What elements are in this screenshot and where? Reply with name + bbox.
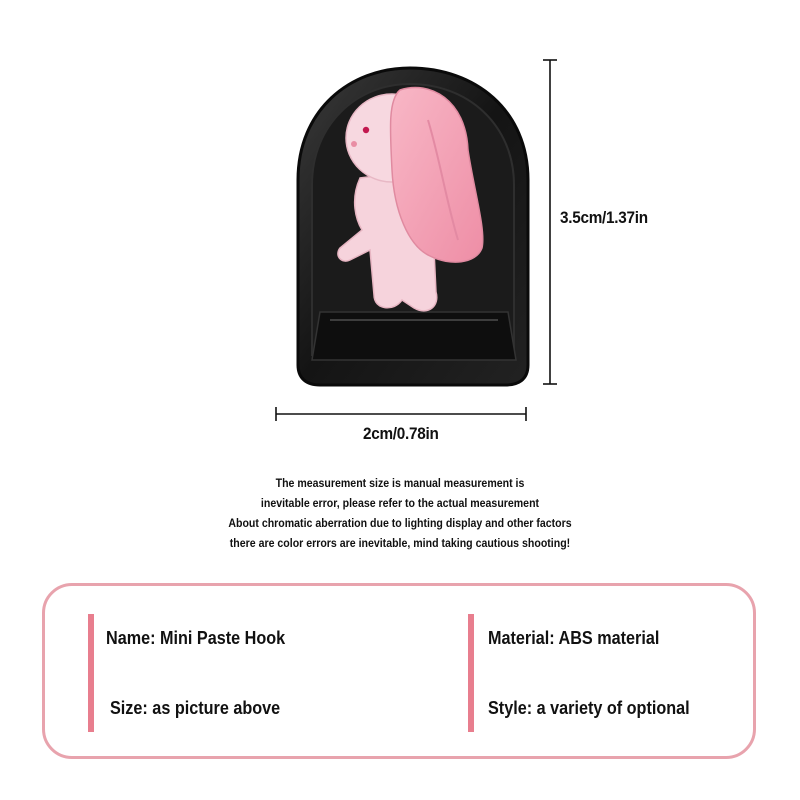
spec-left-bar — [88, 614, 94, 732]
width-dimension-line — [272, 404, 532, 424]
width-label: 2cm/0.78in — [363, 424, 439, 443]
notice-line: About chromatic aberration due to lighting display and other factors — [228, 518, 572, 530]
spec-right-bar — [468, 614, 474, 732]
spec-size: Size: as picture above — [110, 698, 281, 718]
height-dimension-line — [540, 56, 560, 390]
spec-box — [42, 583, 756, 759]
notice-line: inevitable error, please refer to the actual measurement — [260, 498, 540, 510]
height-label: 3.5cm/1.37in — [560, 208, 648, 227]
spec-material: Material: ABS material — [488, 628, 660, 648]
product-image — [290, 60, 540, 390]
notice-line: The measurement size is manual measurement is — [275, 478, 525, 490]
spec-style: Style: a variety of optional — [488, 698, 690, 718]
measurement-notice — [150, 474, 650, 554]
notice-line: there are color errors are inevitable, mind taking cautious shooting! — [229, 538, 571, 550]
spec-name: Name: Mini Paste Hook — [106, 628, 286, 648]
